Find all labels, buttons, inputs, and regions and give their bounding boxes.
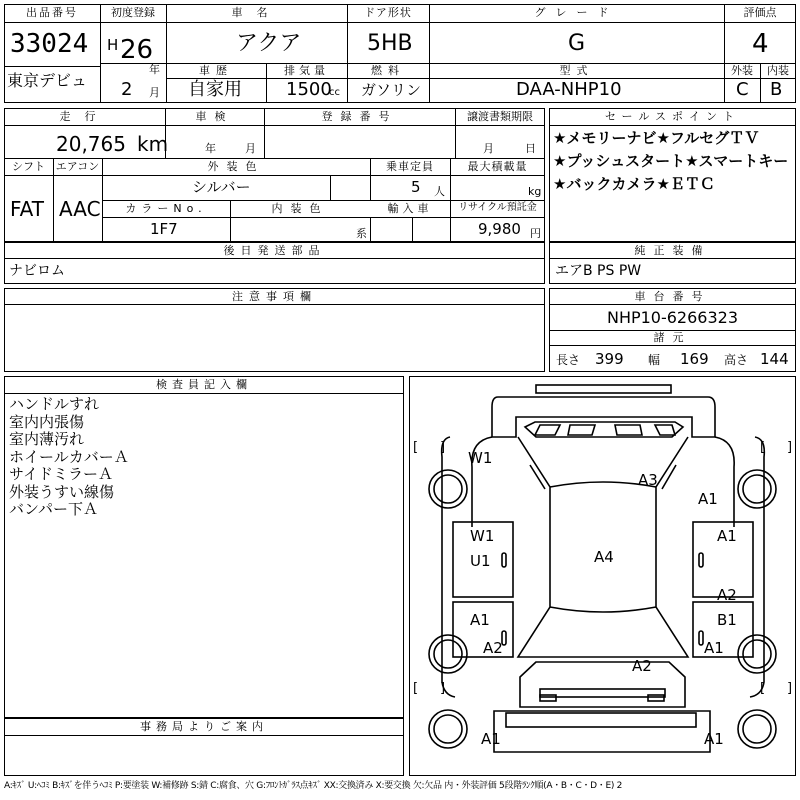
int-color-unit: 系 <box>356 227 367 240</box>
int-color-label: 内装色 <box>271 202 329 215</box>
history-label: 車歴 <box>199 64 233 77</box>
damage-mark: A4 <box>594 548 614 566</box>
damage-mark: A1 <box>717 527 737 545</box>
recycle-value: 9,980 <box>478 220 521 238</box>
diagram-bracket: ] <box>787 681 793 696</box>
sales-point-1: ★メモリーナビ★フルセグＴＶ <box>553 129 760 147</box>
damage-mark: A1 <box>704 639 724 657</box>
notes-label: 注意事項欄 <box>232 290 317 303</box>
history-value: 自家用 <box>188 79 242 100</box>
later-parts-value: ナビロム <box>9 263 65 279</box>
inspector-note: 室内薄汚れ <box>9 430 85 448</box>
ext-color-label: 外装色 <box>207 160 265 173</box>
doc-day-unit: 日 <box>525 142 536 155</box>
grade-label: グレード <box>534 6 619 19</box>
capacity-value: 5 <box>411 178 421 196</box>
model-code-label: 型式 <box>559 64 594 77</box>
damage-mark: A2 <box>483 639 503 657</box>
inspector-note: 外装うすい線傷 <box>9 482 115 501</box>
damage-mark: B1 <box>717 611 737 629</box>
first-reg-label: 初度登録 <box>111 6 155 19</box>
legend-text: A:ｷｽﾞ U:ﾍｺﾐ B:ｷｽﾞを伴うﾍｺﾐ P:要塗装 W:補修跡 S:錆 C:腐食、穴 G:ﾌﾛﾝﾄｶﾞﾗｽ点ｷｽﾞ XX:交換済み X:要交換 欠:欠品 内・外装評価 5段階ﾗﾝｸ順(A・B・C・D・E) 2 <box>4 781 623 791</box>
month-value: 2 <box>121 79 133 100</box>
shaken-month-unit: 月 <box>245 142 256 155</box>
diagram-bracket: ] <box>440 440 446 455</box>
damage-mark: A1 <box>470 611 490 629</box>
diagram-bracket: ] <box>440 681 446 696</box>
damage-diagram <box>409 376 796 776</box>
damage-mark: U1 <box>470 552 491 570</box>
displacement-unit: cc <box>329 87 340 98</box>
length-value: 399 <box>595 350 624 368</box>
score-value: 4 <box>752 29 769 59</box>
doc-month-unit: 月 <box>483 142 494 155</box>
damage-mark: A2 <box>632 657 652 675</box>
fuel-value: ガソリン <box>361 81 422 99</box>
length-label: 長さ <box>556 353 581 367</box>
damage-mark: A1 <box>698 490 718 508</box>
sales-point-3: ★バックカメラ★ＥＴＣ <box>553 175 715 193</box>
sales-points-label: セールスポイント <box>604 110 740 123</box>
damage-mark: W1 <box>468 449 493 467</box>
inspector-label: 検査員記入欄 <box>156 378 252 391</box>
diagram-bracket: [ <box>413 440 419 455</box>
genuine-equip-value: エアB PS PW <box>555 263 642 279</box>
car-name-label: 車名 <box>231 6 282 19</box>
door-value: 5HB <box>367 31 413 56</box>
fuel-label: 燃料 <box>371 64 405 77</box>
chassis-no-label: 車台番号 <box>634 290 711 303</box>
shaken-year-unit: 年 <box>205 142 216 155</box>
venue-value: 東京デビュ <box>7 71 88 90</box>
width-label: 幅 <box>648 353 661 367</box>
later-parts-label: 後日発送部品 <box>223 244 326 257</box>
ext-score-value: C <box>736 79 749 100</box>
width-value: 169 <box>680 350 709 368</box>
specs-label: 諸元 <box>653 331 692 344</box>
model-code-value: DAA-NHP10 <box>516 79 622 100</box>
office-info-label: 事務局よりご案内 <box>140 720 268 733</box>
int-score-value: B <box>770 79 783 100</box>
month-unit: 月 <box>149 86 160 99</box>
aircon-label: エアコン <box>55 160 100 173</box>
aircon-value: AAC <box>59 197 101 221</box>
lot-no-value: 33024 <box>10 29 89 59</box>
capacity-unit: 人 <box>434 185 445 198</box>
inspector-note: ホイールカバーＡ <box>9 447 129 466</box>
inspector-note: バンパー下Ａ <box>9 500 98 518</box>
year-unit: 年 <box>149 63 160 76</box>
height-value: 144 <box>760 350 789 368</box>
sales-point-2: ★プッシュスタート★スマートキー <box>553 152 789 170</box>
door-label: ドア形状 <box>364 6 412 19</box>
color-no-label: カラーNo. <box>125 202 207 215</box>
diagram-bracket: ] <box>787 440 793 455</box>
damage-mark: A2 <box>717 586 737 604</box>
car-name-value: アクア <box>236 31 302 56</box>
car-outline-diagram <box>410 377 795 775</box>
era-value: H <box>107 36 119 54</box>
diagram-bracket: [ <box>760 681 766 696</box>
max-load-label: 最大積載量 <box>467 160 528 173</box>
score-label: 評価点 <box>743 6 777 19</box>
inspector-note: ハンドルすれ <box>9 395 100 413</box>
grade-value: G <box>568 31 586 56</box>
lot-no-label: 出品番号 <box>26 6 78 19</box>
inspector-note: サイドミラーＡ <box>9 465 113 483</box>
chassis-no-value: NHP10-6266323 <box>606 308 739 327</box>
recycle-label: リサイクル預託金 <box>458 202 537 213</box>
damage-mark: A1 <box>481 730 501 748</box>
inspector-notes-list <box>9 396 129 519</box>
damage-mark: A1 <box>704 730 724 748</box>
reg-no-label: 登録番号 <box>321 110 398 123</box>
shift-value: FAT <box>10 197 45 221</box>
ext-color-value: シルバー <box>192 178 251 196</box>
height-label: 高さ <box>724 353 749 367</box>
inspector-note: 室内内張傷 <box>9 412 85 431</box>
year-value: 26 <box>120 35 154 65</box>
diagram-bracket: [ <box>413 681 419 696</box>
shaken-label: 車検 <box>195 110 234 123</box>
mileage-value: 20,765 <box>56 132 126 156</box>
genuine-equip-label: 純正装備 <box>634 244 711 257</box>
displacement-value: 1500 <box>286 79 332 100</box>
mileage-unit: km <box>137 132 169 156</box>
import-label: 輸入車 <box>387 202 433 215</box>
ext-score-label: 外装 <box>731 64 753 77</box>
color-no-value: 1F7 <box>150 220 178 238</box>
recycle-unit: 円 <box>530 227 541 240</box>
displacement-label: 排気量 <box>284 64 329 77</box>
int-score-label: 内装 <box>767 64 789 77</box>
diagram-bracket: [ <box>760 440 766 455</box>
doc-deadline-label: 譲渡書類期限 <box>467 110 533 123</box>
shift-label: シフト <box>12 160 45 173</box>
damage-mark: W1 <box>470 527 495 545</box>
damage-mark: A3 <box>638 471 658 489</box>
capacity-label: 乗車定員 <box>386 160 434 173</box>
max-load-unit: kg <box>528 185 542 198</box>
mileage-label: 走行 <box>59 110 110 123</box>
